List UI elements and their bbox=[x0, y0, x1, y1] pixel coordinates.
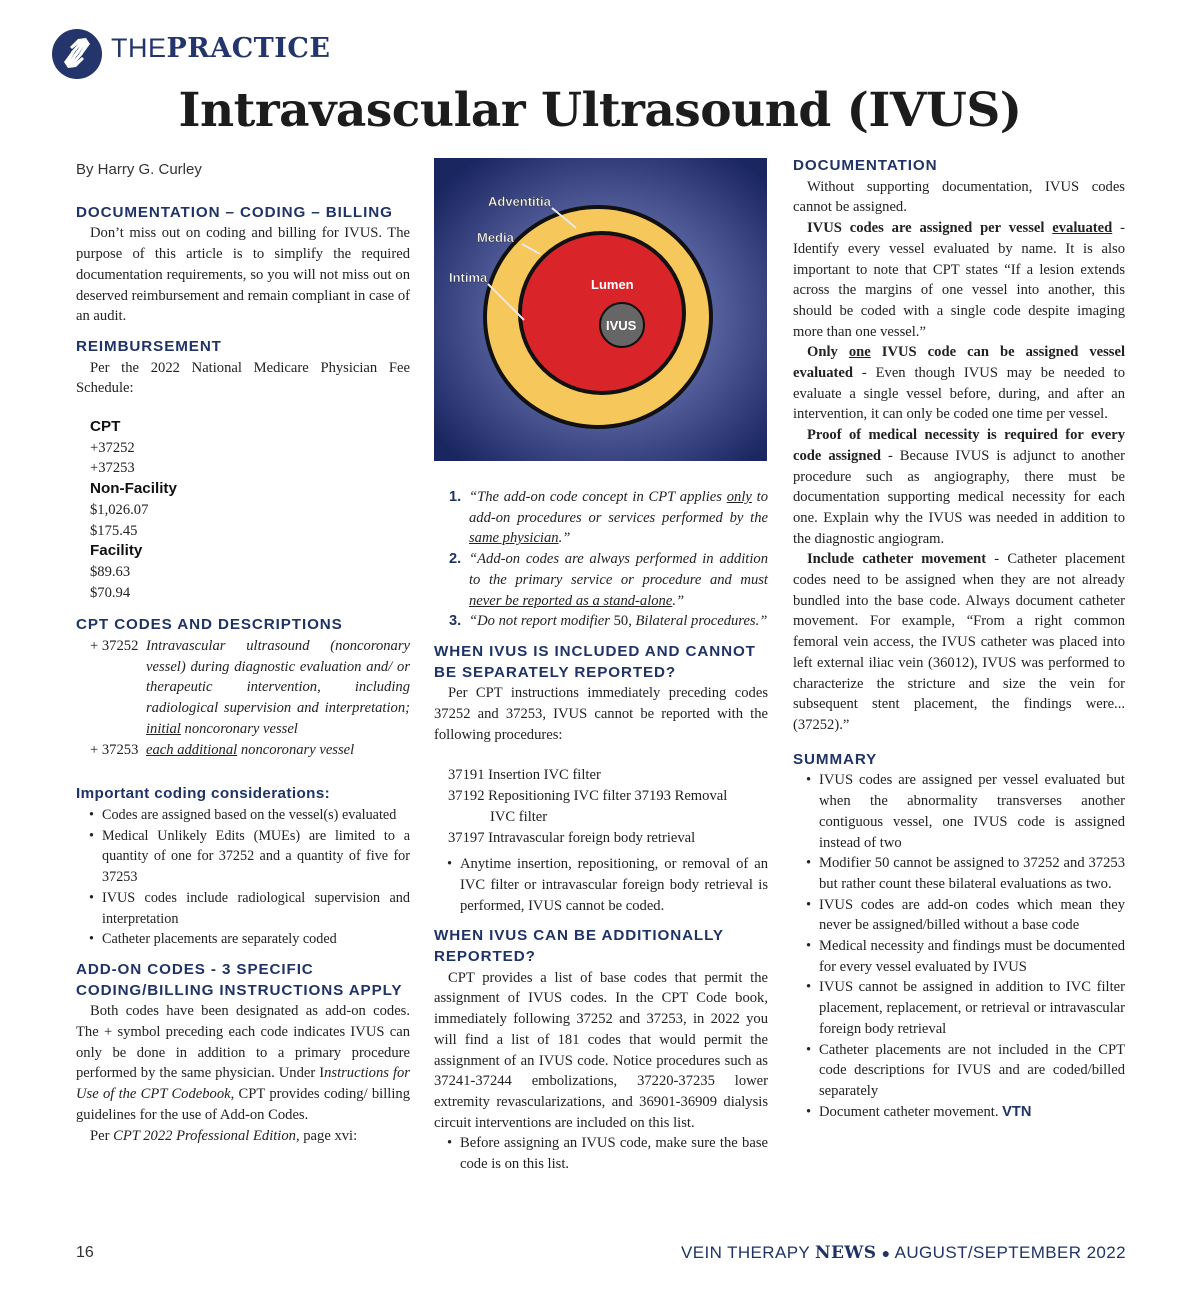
fee-table bbox=[76, 417, 410, 603]
procedure-37192-cont: IVC filter bbox=[490, 808, 548, 825]
procedure-list bbox=[434, 765, 768, 848]
list-item: • Medical necessity and findings must be documented for every vessel evaluated by IVUS bbox=[819, 936, 1125, 977]
list-item: • Catheter placements are not included in the CPT code descriptions for IVUS and are coded/billed separately bbox=[819, 1040, 1125, 1102]
code-number: + 37253 bbox=[90, 741, 139, 758]
label-lumen: Lumen bbox=[591, 277, 634, 292]
column-left bbox=[76, 158, 410, 1146]
label-media: Media bbox=[477, 230, 514, 245]
rule-medical-necessity: Proof of medical necessity is required for every code assigned - Because IVUS is adjunct to another procedure such as angiography, there must be documentation supporting medical necessity for each one. Explain why the IVUS was needed in addition to the diagnostic angiogram. bbox=[793, 427, 1126, 547]
heading-summary: SUMMARY bbox=[793, 750, 878, 768]
rule-catheter-movement: Include catheter movement - Catheter placement codes need to be assigned when they are not already bundled into the base code. Always document catheter movement. For example, “From a right common femoral vein access, the IVUS catheter was placed into left external iliac vein (36012), IVUS was performed to characterize the stricture and size the vein for subsequent stent placement, the findings were... (37252).” bbox=[793, 551, 1126, 733]
byline: By Harry G. Curley bbox=[76, 161, 202, 178]
fee-nonfacility-label: Non-Facility bbox=[90, 480, 177, 498]
list-item: • Modifier 50 cannot be assigned to 37252 and 37253 but rather count these bilateral evaluations as two. bbox=[819, 853, 1125, 894]
fee-nonfacility-2: $175.45 bbox=[90, 522, 138, 539]
addon-rules-list bbox=[434, 487, 768, 632]
list-item: • Codes are assigned based on the vessel(s) evaluated bbox=[102, 805, 410, 826]
documentation-paragraph: Without supporting documentation, IVUS codes cannot be assigned. bbox=[793, 178, 1125, 216]
column-middle bbox=[434, 158, 768, 1175]
fee-cpt-1: +37252 bbox=[90, 439, 135, 456]
fee-cpt-2: +37253 bbox=[90, 460, 135, 477]
heading-documentation-coding-billing: DOCUMENTATION – CODING – BILLING bbox=[76, 203, 393, 221]
heading-cpt-codes: CPT CODES AND DESCRIPTIONS bbox=[76, 616, 343, 634]
procedure-37197: 37197 Intravascular foreign body retrieval bbox=[448, 829, 696, 846]
rule-one-code: Only one IVUS code can be assigned vessel evaluated - Even though IVUS may be needed to evaluate a single vessel before, during, and after an intervention, it can only be coded one time per vessel. bbox=[793, 344, 1126, 423]
additional-bullets bbox=[434, 1133, 768, 1174]
lumen-area bbox=[522, 235, 682, 391]
fee-nonfacility-1: $1,026.07 bbox=[90, 501, 149, 518]
list-item: 2. “Add-on codes are always performed in addition to the primary service or procedure and must never be reported as a stand-alone.” bbox=[449, 551, 768, 609]
code-description: each additional noncoronary vessel bbox=[146, 741, 355, 758]
procedure-37192: 37192 Repositioning IVC filter 37193 Removal bbox=[448, 788, 728, 805]
code-number: + 37252 bbox=[90, 638, 139, 655]
heading-ivus-additional: WHEN IVUS CAN BE ADDITIONALLY REPORTED? bbox=[434, 927, 724, 966]
included-bullets bbox=[434, 854, 768, 916]
list-item: • IVUS cannot be assigned in addition to IVC filter placement, replacement, or retrieval or intravascular foreign body retrieval bbox=[819, 977, 1125, 1039]
list-item: • Anytime insertion, repositioning, or removal of an IVC filter or intravascular foreign body retrieval is performed, IVUS cannot be coded. bbox=[460, 854, 768, 916]
brand-the: THE bbox=[111, 33, 167, 63]
list-item: • Document catheter movement. VTN bbox=[819, 1102, 1125, 1123]
heading-important-considerations: Important coding considerations: bbox=[76, 785, 331, 803]
included-paragraph: Per CPT instructions immediately preceding codes 37252 and 37253, IVUS cannot be reported with the following procedures: bbox=[434, 685, 768, 743]
heading-ivus-included: WHEN IVUS IS INCLUDED AND CANNOT BE SEPARATELY REPORTED? bbox=[434, 642, 756, 681]
list-item: 3. “Do not report modifier 50, Bilateral procedures.” bbox=[449, 613, 768, 630]
additional-paragraph: CPT provides a list of base codes that permit the assignment of IVUS codes. In the CPT Code book, immediately following 37252 and 37253, in 2022 you will find a list of 181 codes that would permit the assignment of an IVUS code. Notice procedures such as 37241-37244 embolizations, 37220-37235 lower extremity revascularizations, and 36901-36909 dialysis circuit interventions are included on this list. bbox=[434, 969, 768, 1131]
heading-addon-codes: ADD-ON CODES - 3 SPECIFIC CODING/BILLING INSTRUCTIONS APPLY bbox=[76, 960, 403, 999]
fee-facility-1: $89.63 bbox=[90, 563, 131, 580]
page-number: 16 bbox=[76, 1244, 94, 1261]
per-paragraph: Per CPT 2022 Professional Edition, page xvi: bbox=[90, 1127, 358, 1144]
reimbursement-paragraph: Per the 2022 National Medicare Physician Fee Schedule: bbox=[76, 359, 410, 397]
list-item: • IVUS codes include radiological supervision and interpretation bbox=[102, 888, 410, 929]
brand-practice: PRACTICE bbox=[166, 33, 331, 64]
label-adventitia: Adventitia bbox=[488, 194, 551, 209]
list-item: • IVUS codes are add-on codes which mean they never be assigned/billed without a base code bbox=[819, 895, 1125, 936]
article-title: Intravascular Ultrasound (IVUS) bbox=[178, 83, 1022, 138]
procedure-37191: 37191 Insertion IVC filter bbox=[448, 767, 601, 784]
intro-paragraph: Don’t miss out on coding and billing for IVUS. The purpose of this article is to simplify the required documentation requirements, so you will not miss out on deserved reimbursement and remain compliant in case of an audit. bbox=[76, 225, 410, 325]
code-37253 bbox=[76, 740, 410, 761]
code-37252 bbox=[76, 636, 410, 740]
fee-facility-2: $70.94 bbox=[90, 584, 131, 601]
label-ivus: IVUS bbox=[606, 318, 637, 333]
fee-facility-label: Facility bbox=[90, 542, 143, 560]
fee-cpt-label: CPT bbox=[90, 418, 121, 436]
summary-list bbox=[793, 770, 1125, 1122]
label-intima: Intima bbox=[449, 270, 488, 285]
ivus-diagram bbox=[434, 158, 767, 461]
column-right bbox=[793, 156, 1125, 1122]
section-brand bbox=[111, 33, 330, 64]
end-mark: VTN bbox=[1002, 1103, 1032, 1120]
addon-paragraph: Both codes have been designated as add-on codes. The + symbol preceding each code indicates IVUS can only be done in addition to a primary procedure performed by the same physician. Under Instructions for Use of the CPT Codebook, CPT provides coding/ billing guidelines for the use of Add-on Codes. bbox=[76, 1003, 410, 1123]
publication-footer: VEIN THERAPY NEWS ● AUGUST/SEPTEMBER 2022 bbox=[680, 1243, 1126, 1263]
list-item: 1. “The add-on code concept in CPT applies only to add-on procedures or services performed by the same physician.” bbox=[449, 489, 769, 547]
rule-per-vessel: IVUS codes are assigned per vessel evaluated - Identify every vessel evaluated by name. It is also important to note that CPT states “If a lesion extends across the margins of one vessel into another, this should be coded with a single code despite imaging more than one vessel.” bbox=[793, 220, 1125, 340]
important-list bbox=[76, 805, 410, 950]
list-item: • Catheter placements are separately coded bbox=[102, 929, 410, 950]
heading-documentation: DOCUMENTATION bbox=[793, 157, 938, 174]
logo-badge bbox=[52, 29, 102, 79]
list-item: • Before assigning an IVUS code, make sure the base code is on this list. bbox=[460, 1133, 768, 1174]
heading-reimbursement: REIMBURSEMENT bbox=[76, 337, 222, 355]
hands-icon bbox=[52, 29, 102, 79]
code-description: Intravascular ultrasound (noncoronary vessel) during diagnostic evaluation and/ or therapeutic intervention, including radiological supervision and interpretation; initial noncoronary vessel bbox=[146, 638, 410, 737]
list-item: • Medical Unlikely Edits (MUEs) are limited to a quantity of one for 37252 and a quantity of five for 37253 bbox=[102, 826, 410, 888]
list-item: • IVUS codes are assigned per vessel evaluated but when the abnormality transverses another contiguous vessel, one IVUS code is assigned instead of two bbox=[819, 770, 1125, 853]
